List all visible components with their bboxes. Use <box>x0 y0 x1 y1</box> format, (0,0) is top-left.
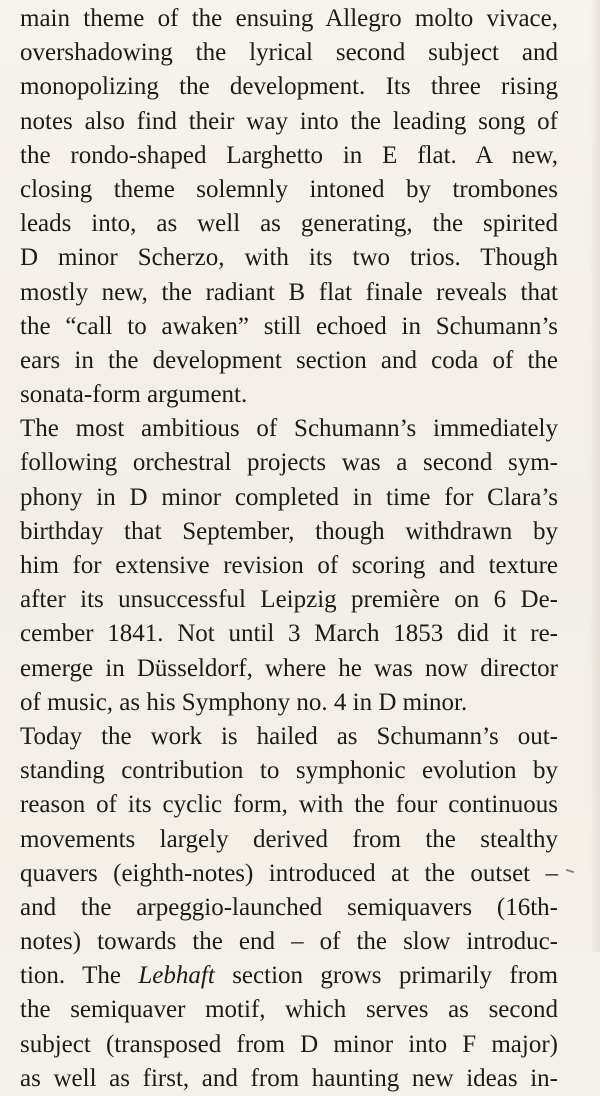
paragraph-start-line: The most ambitious of Schumann’s immediately <box>20 415 558 443</box>
text-line: main theme of the ensuing Allegro molto vivace, <box>20 5 558 32</box>
italic-term: Lebhaft <box>138 962 215 990</box>
text-line: mostly new, the radiant B flat finale reveals that <box>20 278 558 306</box>
text-line: movements largely derived from the stealthy <box>20 825 558 853</box>
text-line: and the arpeggio-launched semiquavers (16th- <box>20 893 558 921</box>
text-line: emerge in Düsseldorf, where he was now director <box>20 654 558 682</box>
text-line-with-italic <box>20 959 558 993</box>
text-line: ears in the development section and coda of the <box>20 346 558 374</box>
paragraph-end-line: of music, as his Symphony no. 4 in D minor. <box>20 688 468 716</box>
text-line: notes also find their way into the leading song of <box>20 107 558 135</box>
text-line: overshadowing the lyrical second subject and <box>20 39 558 67</box>
text-line: birthday that September, though withdrawn by <box>20 517 558 545</box>
text-line: monopolizing the development. Its three rising <box>20 73 558 101</box>
page-edge-shadow <box>590 0 600 952</box>
text-line: after its unsuccessful Leipzig première on 6 De- <box>20 586 558 614</box>
text-line: quavers (eighth-notes) introduced at the outset – <box>20 859 558 887</box>
text-line: subject (transposed from D minor into F major) <box>20 1030 558 1058</box>
text-line: cember 1841. Not until 3 March 1853 did it re- <box>20 620 558 648</box>
text-line: as well as first, and from haunting new ideas in- <box>20 1064 558 1092</box>
text-line: the “call to awaken” still echoed in Schumann’s <box>20 312 558 340</box>
text-line: phony in D minor completed in time for Clara’s <box>20 483 558 511</box>
margin-mark <box>566 869 574 873</box>
text-line: D minor Scherzo, with its two trios. Though <box>20 244 558 272</box>
text-line: following orchestral projects was a second sym- <box>20 449 558 477</box>
text-line: closing theme solemnly intoned by trombones <box>20 175 558 203</box>
text-line: standing contribution to symphonic evolution by <box>20 757 558 785</box>
paragraph-end-line: sonata-form argument. <box>20 381 248 409</box>
line-text-after-italic: section grows primarily from <box>214 962 558 990</box>
paragraph-start-line: Today the work is hailed as Schumann’s out- <box>20 722 558 750</box>
text-line: reason of its cyclic form, with the four continuous <box>20 791 558 819</box>
text-line: leads into, as well as generating, the spirited <box>20 210 558 238</box>
text-line: the semiquaver motif, which serves as second <box>20 996 558 1024</box>
body-text <box>20 2 558 1096</box>
text-line: him for extensive revision of scoring and texture <box>20 552 558 579</box>
line-text-before-italic: tion. The <box>20 962 139 990</box>
text-line: notes) towards the end – of the slow introduc- <box>20 928 558 956</box>
text-line: the rondo-shaped Larghetto in E flat. A new, <box>20 141 558 169</box>
